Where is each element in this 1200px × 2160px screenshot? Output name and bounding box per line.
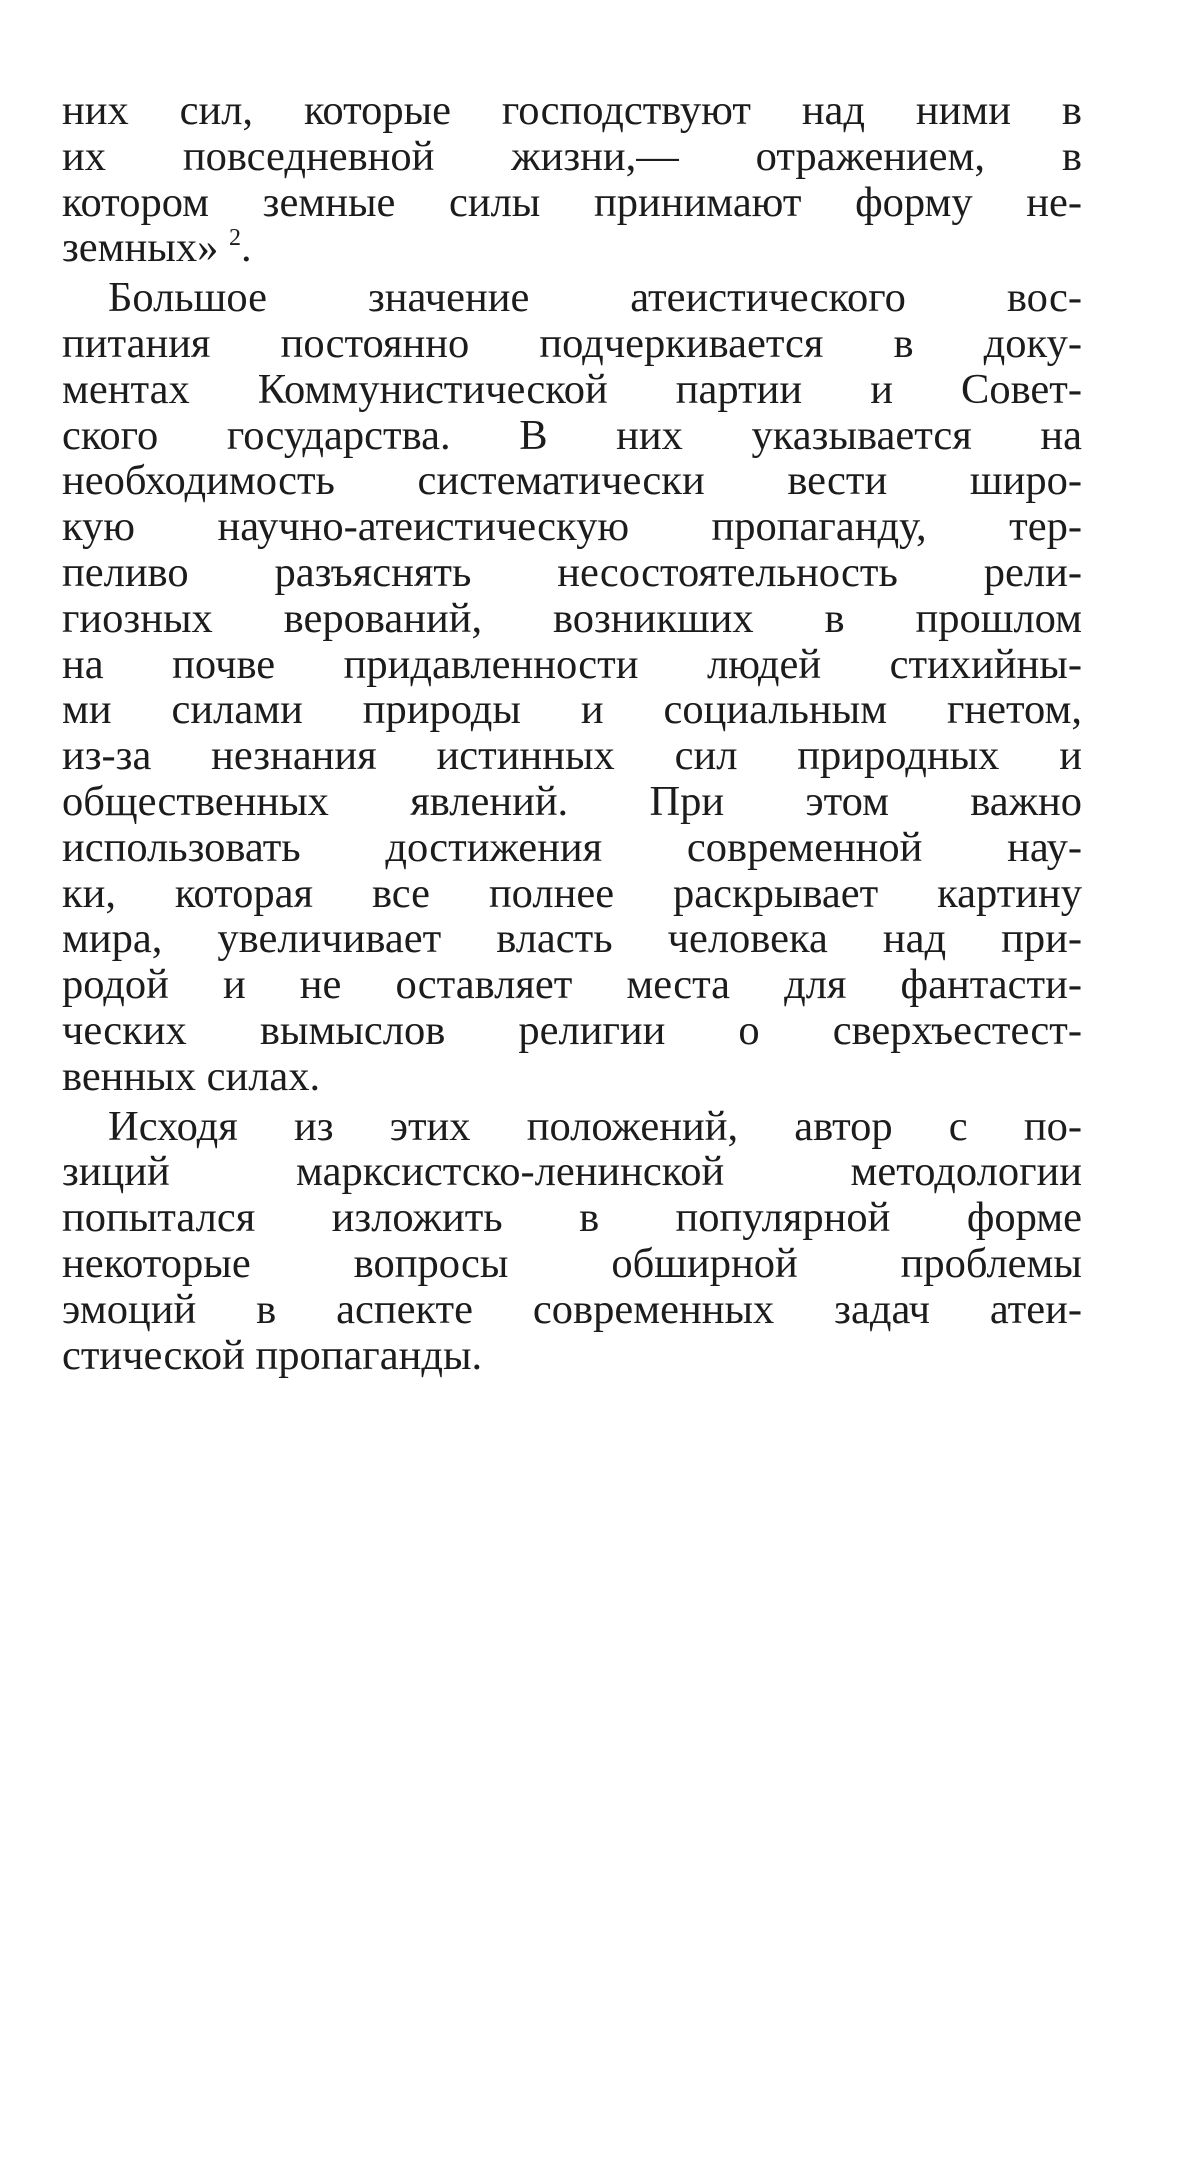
paragraph-2 bbox=[62, 275, 1082, 1099]
text-line: ского государства. В них указывается на bbox=[62, 411, 1082, 459]
line-text: земных» bbox=[62, 224, 219, 272]
text-line: пеливо разъяснять несостоятельность рели- bbox=[62, 548, 1082, 596]
text-line: них сил, которые господствуют над ними в bbox=[62, 87, 1082, 134]
body-text bbox=[62, 88, 1082, 1378]
text-line: ментах Коммунистической партии и Совет- bbox=[62, 365, 1082, 413]
text-line: ми силами природы и социальным гнетом, bbox=[62, 686, 1082, 734]
text-line: необходимость систематически вести широ- bbox=[62, 457, 1082, 505]
text-line-last: стической пропаганды. bbox=[62, 1331, 483, 1379]
text-line: эмоций в аспекте современных задач атеи- bbox=[62, 1285, 1082, 1333]
text-line: кую научно-атеистическую пропаганду, тер- bbox=[62, 503, 1082, 551]
text-line: общественных явлений. При этом важно bbox=[62, 777, 1082, 825]
text-line-last: венных силах. bbox=[62, 1052, 321, 1100]
text-line: родой и не оставляет места для фантасти- bbox=[62, 961, 1082, 1009]
text-line: Исходя из этих положений, автор с по- bbox=[108, 1102, 1082, 1150]
paragraph-1 bbox=[62, 88, 1082, 271]
text-line: на почве придавленности людей стихийны- bbox=[62, 640, 1082, 688]
text-line: зиций марксистско-ленинской методологии bbox=[62, 1148, 1082, 1196]
footnote-reference: 2 bbox=[228, 225, 241, 252]
text-line: котором земные силы принимают форму не- bbox=[62, 178, 1082, 226]
text-line: из-за незнания истинных сил природных и bbox=[62, 732, 1082, 780]
text-line-last bbox=[62, 225, 1082, 271]
text-line: некоторые вопросы обширной проблемы bbox=[62, 1239, 1082, 1287]
text-line: попытался изложить в популярной форме bbox=[62, 1194, 1082, 1242]
line-punctuation: . bbox=[240, 224, 252, 272]
text-line: мира, увеличивает власть человека над при- bbox=[62, 915, 1082, 963]
text-line: Большое значение атеистического вос- bbox=[108, 274, 1082, 322]
paragraph-3 bbox=[62, 1104, 1082, 1379]
text-line: питания постоянно подчеркивается в доку- bbox=[62, 319, 1082, 367]
text-line: их повседневной жизни,— отражением, в bbox=[62, 132, 1082, 180]
text-line: использовать достижения современной нау- bbox=[62, 823, 1082, 871]
text-line: гиозных верований, возникших в прошлом bbox=[62, 594, 1082, 642]
text-line: ческих вымыслов религии о сверхъестест- bbox=[62, 1006, 1082, 1054]
text-line: ки, которая все полнее раскрывает картину bbox=[62, 869, 1082, 917]
